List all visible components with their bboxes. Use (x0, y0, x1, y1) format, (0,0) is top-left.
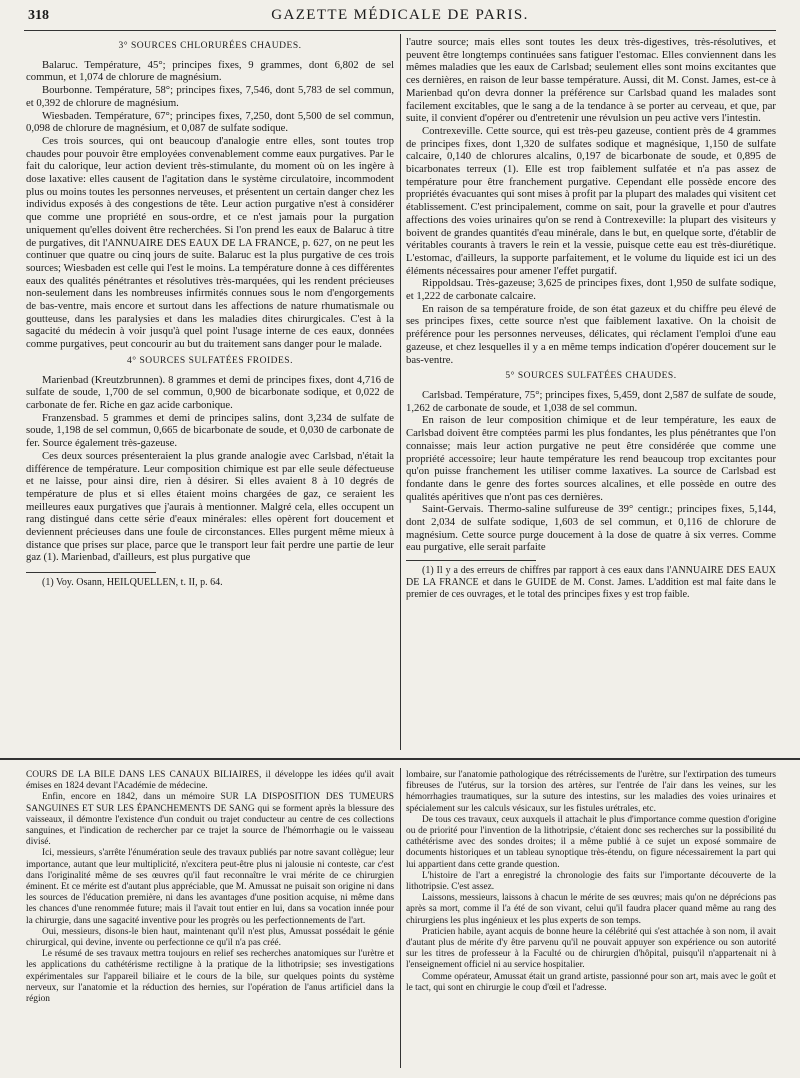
paragraph: Rippoldsau. Très-gazeuse; 3,625 de principes fixes, dont 1,950 de sulfate sodique, et 1,222 de carbonate calcaire. (406, 277, 776, 303)
paragraph: Carlsbad. Température, 75°; principes fixes, 5,459, dont 2,587 de sulfate de soude, 1,262 de carbonate de soude, et 1,038 de sel commun. (406, 388, 776, 414)
column-divider-lower (400, 768, 401, 1068)
section-heading: 3° SOURCES CHLORURÉES CHAUDES. (118, 41, 302, 51)
section-heading: 5° SOURCES SULFATÉES CHAUDES. (505, 371, 677, 382)
paragraph: Ces deux sources présenteraient la plus grande analogie avec Carlsbad, n'était la différence de température. Leur composition chimique est par elle seule défectueuse et ne laisse, pour ainsi dire, rien à désirer. Si elles avaient 8 à 10 degrés de température de plus et si elles étaient moins chargées de gaz, ce seraient les meilleures eaux purgatives que j'aurais à mentionner. Malgré cela, elles occupent un rang distingué dans cette série d'eaux minérales: elles opèrent fort doucement et deviennent précieuses dans une foule de circonstances. Elles purgent même mieux à distance que prises sur place, parce que le transport leur fait perdre une partie de leur gaz (1). Marienbad, d'ailleurs, est plus purgative que (26, 449, 394, 564)
page-number: 318 (28, 8, 49, 23)
upper-left-column (26, 36, 394, 589)
paragraph: Franzensbad. 5 grammes et demi de principes salins, dont 3,234 de sulfate de soude, 1,198 de sel commun, 0,665 de bicarbonate de soude, et 0,030 de carbonate de fer. Source également très-gazeuse. (26, 411, 394, 450)
paragraph: Enfin, encore en 1842, dans un mémoire SUR LA DISPOSITION DES TUMEURS SANGUINES ET SUR LES ÉPANCHEMENTS DE SANG qui se forment après la blessure des vaisseaux, il démontre l'existence d'un conduit ou trajet conducteur au centre de ces collections sanguines, et l'indication de rechercher par ce trajet la source de l'hémorrhagie ou le vaisseau divisé. (26, 792, 394, 848)
paragraph: Laissons, messieurs, laissons à chacun le mérite de ses œuvres; mais qu'on ne déprécions pas après sa mort, comme il l'a été de son vivant, celui qu'il faudra placer quand même au rang des chirurgiens les plus ingénieux et les plus experts de son temps. (406, 893, 776, 926)
paragraph: Contrexeville. Cette source, qui est très-peu gazeuse, contient près de 4 grammes de principes fixes, dont 1,320 de sulfates sodique et magnésique, 1,150 de sulfate calcaire, 0,140 de chlorures alcalins, 0,197 de bicarbonate de soude, et 0,895 de bicarbonates terreux (1). Elle est trop faiblement sulfatée et n'a pas assez de température pour être franchement purgative. Cependant elle possède encore des propriétés évacuantes qui sont mises à profit par la plupart des malades qui visitent cet établissement. C'est principalement, comme on sait, pour la gravelle et pour d'autres affections des voies urinaires qu'on se rend à Contrexeville: la plupart des visiteurs y boivent de grandes quantités d'eau minérale, dans le but, en quelque sorte, d'établir de véritables courants à travers le rein et la vessie, puisque cette eau est très-diurétique. L'estomac, d'ailleurs, la supporte parfaitement, et le volume du liquide est ici un des éléments nécessaires pour amener l'effet purgatif. (406, 124, 776, 277)
feuilleton-separator (0, 758, 800, 760)
section-heading: 4° SOURCES SULFATÉES FROIDES. (127, 355, 293, 366)
paragraph: De tous ces travaux, ceux auxquels il attachait le plus d'importance comme question d'origine ou de priorité pour l'invention de la lithotripsie, c'étaient donc ses recherches sur la possibilité du cathétérisme avec des sondes droites; il a même publié à ce sujet un exposé sommaire de documents historiques et un tableau synoptique très-étendu, on figure nécessairement la part qui lui appartient dans cette grande question. (406, 814, 776, 870)
paragraph: Bourbonne. Température, 58°; principes fixes, 7,546, dont 5,783 de sel commun, et 0,392 de chlorure de magnésium. (26, 84, 394, 109)
paragraph: Marienbad (Kreutzbrunnen). 8 grammes et demi de principes fixes, dont 4,716 de sulfate de soude, 1,700 de sel commun, 0,900 de bicarbonate sodique, et 0,022 de carbonate de fer. Riche en gaz acide carbonique. (26, 373, 394, 411)
paragraph: En raison de sa température froide, de son état gazeux et du chiffre peu élevé de ses principes fixes, cette source n'est que faiblement laxative. On la choisit de préférence pour les personnes nerveuses, délicates, qui réclament l'emploi d'une eau gazeuse, et chez lesquelles il y a en même temps indication d'opérer doucement sur le bas-ventre. (406, 302, 776, 366)
paragraph: En raison de leur composition chimique et de leur température, les eaux de Carlsbad doivent être comptées parmi les plus fondantes, les plus pénétrantes que l'on connaisse; mais leur action purgative ne peut être considérée que comme une propriété accessoire; leur haute température les rend beaucoup trop excitantes pour qu'on puisse franchement les utiliser comme laxatives. La source de Carlsbad est fondante dans le genre des fortes sources alcalines, et elle possède en outre des qualités apéritives que n'ont pas ces dernières. (406, 414, 776, 503)
lower-left-column (26, 770, 394, 1005)
paragraph: Saint-Gervais. Thermo-saline sulfureuse de 39° centigr.; principes fixes, 5,144, dont 2,034 de sulfate sodique, 1,603 de sel commun, et 0,116 de chlorure de magnésium. Cette source purge doucement à la dose de quatre à six verres. Comme eau purgative, elle serait parfaite (406, 503, 776, 554)
paragraph: Oui, messieurs, disons-le bien haut, maintenant qu'il n'est plus, Amussat possédait le génie chirurgical, qui devine, invente ou perfectionne ce qu'il n'a pas créé. (26, 926, 394, 949)
paragraph: Wiesbaden. Température, 67°; principes fixes, 7,250, dont 5,500 de sel commun, 0,098 de chlorure de magnésium, et 0,087 de sulfate sodique. (26, 109, 394, 135)
footnote: (1) Il y a des erreurs de chiffres par rapport à ces eaux dans l'ANNUAIRE DES EAUX DE LA FRANCE et dans le GUIDE de M. Const. James. L'addition est mal faite dans le premier de ces ouvrages, et le total des principes fixes y est trop faible. (406, 565, 776, 600)
upper-right-column (406, 36, 776, 601)
paragraph: Balaruc. Température, 45°; principes fixes, 9 grammes, dont 6,802 de sel commun, et 1,074 de chlorure de magnésium. (26, 58, 394, 84)
page-header (24, 6, 776, 28)
paragraph: Ici, messieurs, s'arrête l'énumération seule des travaux publiés par notre savant collègue; leur importance, autant que leur multiplicité, n'excitera peut-être plus ni jalousie ni conteste, car c'est dans l'originalité même de ses œuvres qu'il faut reconnaître le vrai mérite de ce chirurgien éminent. Et ce mérite est d'autant plus appréciable, que M. Amussat ne puisait son origine ni dans les sources de l'éducation première, ni dans les avantages d'une position acquise, ni même dans les chances d'une renommée future; mais il l'avait tout entier en lui, dans sa vocation innée pour la chirurgie, dans une sagacité inventive pour les progrès ou les perfectionnements de l'art. (26, 848, 394, 926)
header-rule (24, 30, 776, 31)
footnote-rule (26, 572, 156, 573)
footnote: (1) Voy. Osann, HEILQUELLEN, t. II, p. 64. (42, 577, 223, 589)
paragraph: Praticien habile, ayant acquis de bonne heure la célébrité qui s'est attachée à son nom, il avait d'autant plus de mérite d'y être parvenu qu'il ne pouvait appuyer son expérience ou son autorité sur les titres de professeur à la Faculté ou de chirurgien d'hôpital, puisqu'il n'appartenait ni à l'enseignement officiel ni au service hospitalier. (406, 926, 776, 971)
lower-right-column (406, 770, 776, 994)
paragraph: Comme opérateur, Amussat était un grand artiste, passionné pour son art, mais avec le goût et le tact, qui sont en chirurgie le coup d'œil et l'adresse. (406, 971, 776, 993)
paragraph: Le résumé de ses travaux mettra toujours en relief ses recherches anatomiques sur l'urètre et les applications du cathétérisme rectiligne à la pratique de la lithotripsie; ses investigations expérimentales sur l'appareil biliaire et le cours de la bile, sur quelques points du système nerveux, sur l'anatomie et la réduction des hernies, sur l'opération de l'anus artificiel dans la région (26, 949, 394, 1005)
paragraph: Ces trois sources, qui ont beaucoup d'analogie entre elles, sont toutes trop chaudes pour pouvoir être employées convenablement comme eaux purgatives. Par le fait du calorique, leur action devient très-stimulante, du moment où on les ingère à dose laxative: elles causent de l'agitation dans le système circulatoire, incommodent plus ou moins toutes les personnes nerveuses, et présentent un certain danger chez les individus exposés à des congestions de tête. Leur action purgative n'est à considérer que comme une propriété en sous-ordre, et ce n'est jamais pour la purgation uniquement qu'elles doivent être recherchées. Si l'on prend les eaux de Balaruc à titre de purgatives, dit l'ANNUAIRE DES EAUX DE LA FRANCE, p. 627, on ne peut les continuer que quatre ou cinq jours de suite. Balaruc est la plus purgative de ces trois sources; Wiesbaden est celle qui l'est le moins. La température donne à ces différentes eaux des qualités pénétrantes et résolutives très-marquées, qui les rendent précieuses non-seulement dans les nombreuses infirmités connues sous le nom d'engorgements de bas-ventre, mais encore et surtout dans les affections de nature rhumatismale ou goutteuse, dans les paralysies et dans les maladies dites chirurgicales. C'est à la sagacité du médecin à voir jusqu'à quel point l'usage interne de ces eaux, données comme purgatives, peut concourir au but du traitement sans danger pour le malade. (26, 134, 394, 351)
column-divider-upper (400, 34, 401, 750)
paragraph: lombaire, sur l'anatomie pathologique des rétrécissements de l'urètre, sur l'extirpation des tumeurs fibreuses de l'utérus, sur la torsion des artères, sur l'entrée de l'air dans les veines, sur les hémorrhagies traumatiques, sur la suture des intestins, sur les maladies des voies urinaires et spécialement sur les calculs vésicaux, sur les fistules urétrales, etc. (406, 770, 776, 814)
paragraph: l'autre source; mais elles sont toutes les deux très-digestives, très-résolutives, et peuvent être longtemps continuées sans fatiguer l'estomac. Elles conviennent dans les mêmes maladies que les eaux de Carlsbad; seulement elles sont moins excitantes que ces dernières, en raison de leur basse température. Aussi, dit M. Const. James, est-ce à Marienbad qu'on devra donner la préférence sur Carlsbad quand les malades sont facilement excitables, que le sang a de la tendance à se porter au cerveau, et que, par suite, il convient d'opérer ou d'entretenir une révulsion un peu active vers l'intestin. (406, 36, 776, 125)
footnote-rule (406, 560, 536, 561)
paragraph: L'histoire de l'art a enregistré la chronologie des faits sur l'importante découverte de la lithotripsie. C'est assez. (406, 870, 776, 893)
paragraph: COURS DE LA BILE DANS LES CANAUX BILIAIRES, il développe les idées qu'il avait émises en 1824 devant l'Académie de médecine. (26, 770, 394, 792)
journal-title: GAZETTE MÉDICALE DE PARIS. (271, 7, 529, 23)
